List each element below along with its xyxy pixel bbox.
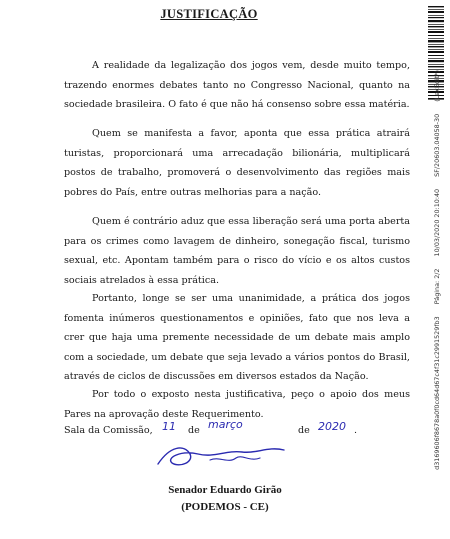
document-title: JUSTIFICAÇÃO (160, 7, 258, 21)
side-lexedit: (LexEdit*) (433, 70, 441, 102)
side-page: Página: 2/2 (433, 268, 441, 305)
handwritten-day: 11 (162, 420, 176, 433)
closing-period: . (354, 425, 358, 436)
paragraph-5: Por todo o exposto nesta justificativa, peço o apoio dos meus Pares na aprovação deste Requerimento. (64, 389, 410, 420)
paragraph-3: Quem é contrário aduz que essa liberação será uma porta aberta para os crimes como lavagem de dinheiro, sonegação fiscal, turismo sexual, etc. Apontam também para o risco do vício e os altos custos sociais atrelados à essa prática. (64, 216, 410, 286)
handwritten-month: março (208, 418, 243, 431)
paragraph-2: Quem se manifesta a favor, aponta que essa prática atrairá turistas, proporcionará uma arrecadação bilionária, multiplicará postos de trabalho, promoverá o desenvolvimento das regiões mais pobres do País, entre outras melhorias para a nação. (64, 128, 410, 198)
closing-de-1: de (188, 425, 200, 436)
signer-party: (PODEMOS - CE) (181, 501, 269, 513)
side-code: SF/20603.04058-30 (433, 113, 441, 177)
closing-de-2: de (298, 425, 310, 436)
paragraph-4: Portanto, longe se ser uma unanimidade, a prática dos jogos fomenta inúmeros questionamentos e opiniões, fato que nos leva a crer que haja uma premente necessidade de um debate mais amplo com a sociedade, um debate que seja levado a vários pontos do Brasil, através de ciclos de discussões em diversos estados da Nação. (64, 293, 410, 382)
side-datetime: 10/03/2020 20:10:40 (433, 188, 441, 257)
side-hash: d3169606f8678a0f0cd64d67c4f31c2991529fb3 (433, 316, 441, 470)
handwritten-year: 2020 (318, 420, 346, 433)
closing-prefix: Sala da Comissão, (64, 425, 153, 436)
signer-name: Senador Eduardo Girão (168, 484, 282, 496)
side-stamp (433, 65, 441, 475)
paragraph-1: A realidade da legalização dos jogos vem, desde muito tempo, trazendo enormes debates tanto no Congresso Nacional, quanto na sociedade brasileira. O fato é que não há consenso sobre essa matéria. (64, 60, 410, 110)
handwritten-signature (150, 436, 300, 476)
